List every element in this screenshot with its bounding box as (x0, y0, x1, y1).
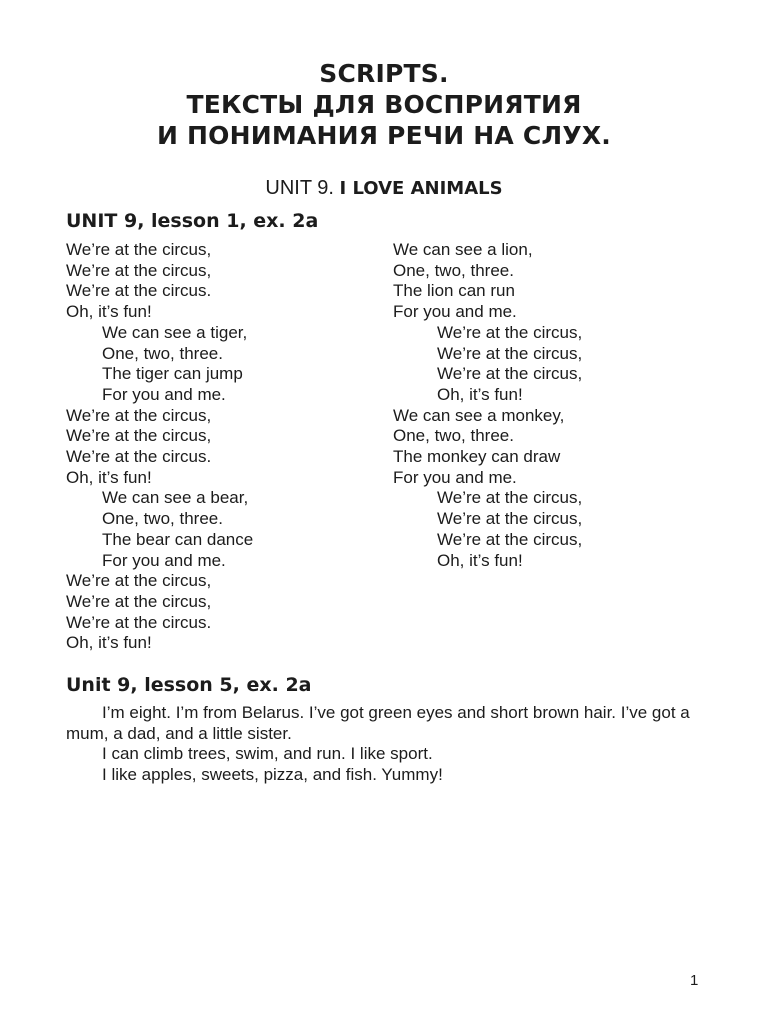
verse-line: Oh, it’s fun! (66, 633, 152, 653)
page-title (0, 58, 768, 151)
verse-line: We can see a bear, (102, 488, 249, 508)
verse-line: We’re at the circus, (66, 591, 212, 611)
paragraph: I’m eight. I’m from Belarus. I’ve got green eyes and short brown hair. I’ve got a mum, a dad, and a little sister. (66, 703, 690, 743)
verse-line: Oh, it’s fun! (66, 467, 152, 487)
verse-line: The monkey can draw (393, 447, 561, 467)
verse-line: For you and me. (102, 550, 226, 570)
verse-line: We’re at the circus, (66, 260, 212, 280)
paragraph: I can climb trees, swim, and run. I like sport. (102, 744, 433, 764)
verse-line: We’re at the circus, (437, 322, 583, 342)
verse-line: Oh, it’s fun! (437, 384, 523, 404)
verse-line: We’re at the circus, (437, 343, 583, 363)
verse-line: Oh, it’s fun! (437, 550, 523, 570)
unit-name: I LOVE ANIMALS (339, 178, 503, 199)
verse-line: We’re at the circus, (437, 488, 583, 508)
verse-line: We’re at the circus. (66, 447, 212, 467)
verse-line: One, two, three. (102, 509, 223, 529)
verse-line: Oh, it’s fun! (66, 302, 152, 322)
verse-line: For you and me. (393, 302, 517, 322)
verse-line: One, two, three. (393, 426, 514, 446)
verse-line: The lion can run (393, 281, 515, 301)
verse-line: We’re at the circus. (66, 281, 212, 301)
verse-line: We’re at the circus, (66, 571, 212, 591)
lesson5-text (66, 703, 706, 786)
verse-line: We’re at the circus, (437, 529, 583, 549)
lesson1-left-column (66, 240, 253, 654)
verse-line: We’re at the circus, (66, 426, 212, 446)
verse-line: For you and me. (102, 384, 226, 404)
title-line-2: ТЕКСТЫ ДЛЯ ВОСПРИЯТИЯ (186, 90, 582, 119)
title-line-1: SCRIPTS. (319, 59, 449, 88)
verse-line: We’re at the circus. (66, 612, 212, 632)
paragraph: I like apples, sweets, pizza, and fish. Yummy! (102, 765, 443, 785)
lesson1-heading: UNIT 9, lesson 1, ex. 2a (66, 210, 319, 232)
verse-line: One, two, three. (393, 260, 514, 280)
verse-line: We can see a tiger, (102, 322, 248, 342)
verse-line: We’re at the circus, (66, 405, 212, 425)
unit-prefix: UNIT 9. (265, 177, 334, 199)
title-line-3: И ПОНИМАНИЯ РЕЧИ НА СЛУХ. (156, 121, 612, 150)
verse-line: We’re at the circus, (437, 509, 583, 529)
verse-line: For you and me. (393, 467, 517, 487)
unit-heading (0, 175, 768, 202)
verse-line: The bear can dance (102, 529, 254, 549)
verse-line: We can see a lion, (393, 240, 533, 259)
page-number: 1 (690, 972, 699, 989)
verse-line: We’re at the circus, (66, 240, 212, 259)
lesson1-right-column (393, 240, 582, 571)
verse-line: We can see a monkey, (393, 405, 565, 425)
verse-line: One, two, three. (102, 343, 223, 363)
verse-line: We’re at the circus, (437, 364, 583, 384)
verse-line: The tiger can jump (102, 364, 243, 384)
lesson5-heading: Unit 9, lesson 5, ex. 2a (66, 674, 312, 696)
